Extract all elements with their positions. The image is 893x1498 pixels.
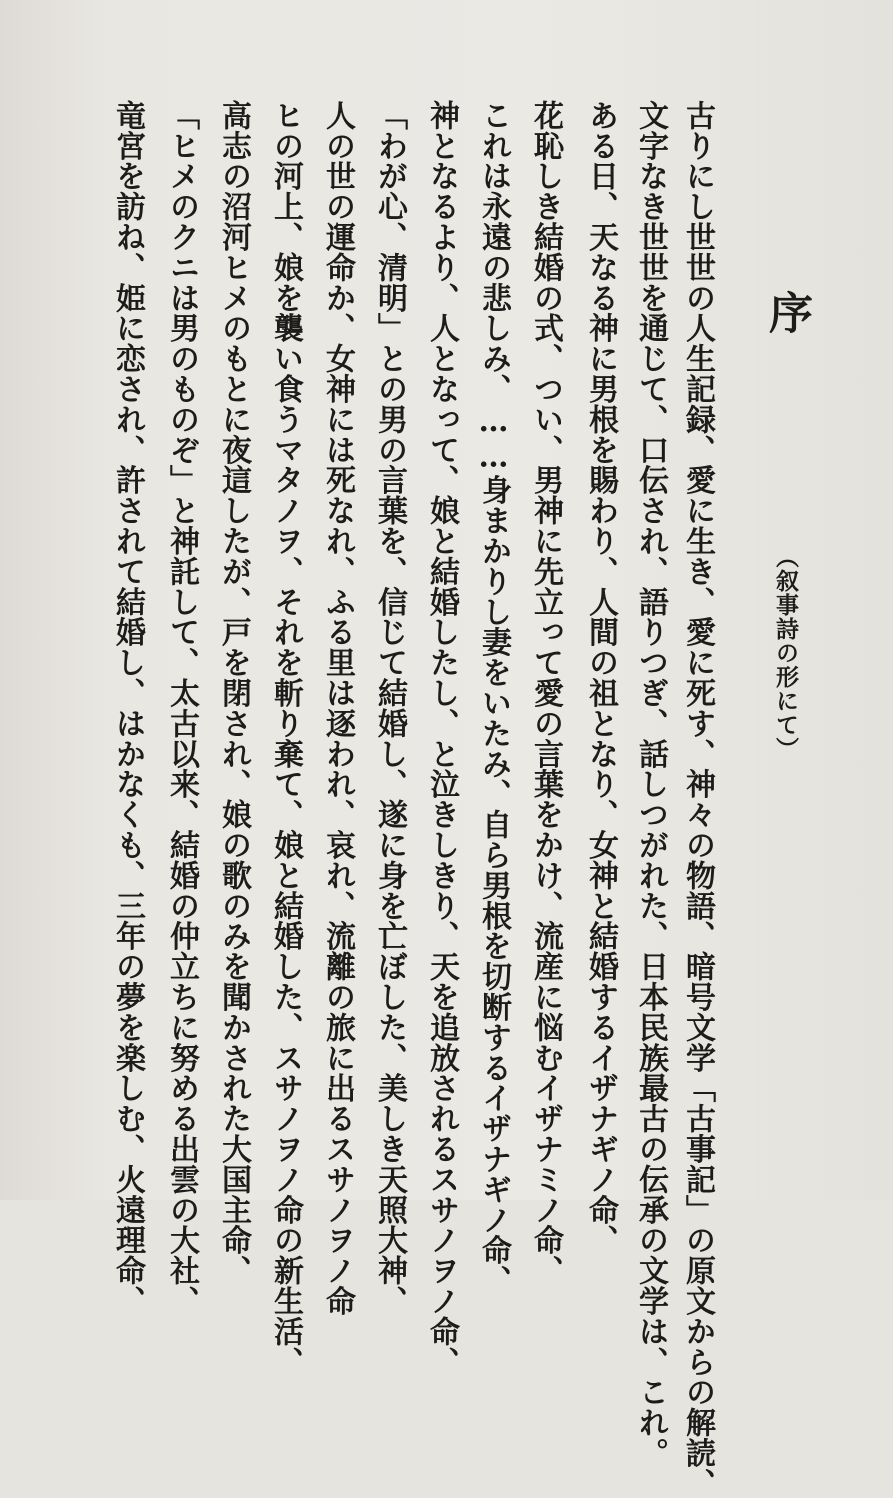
text-line-7: 「わが心、清明」との男の言葉を、信じて結婚し、遂に身を亡ぼした、美しき天照大神、 — [372, 100, 407, 1316]
text-line-9: ヒの河上、娘を襲い食うマタノヲ、それを斬り棄て、娘と結婚した、スサノヲノ命の新生活、 — [268, 100, 303, 1377]
text-line-1: 古りにし世世の人生記録、愛に生き、愛に死す、神々の物語、暗号文学「古事記」の原文からの解読、 — [680, 100, 715, 1498]
text-line-10: 高志の沼河ヒメのもとに夜這したが、戸を閉され、娘の歌のみを聞かされた大国主命、 — [216, 100, 251, 1286]
text-line-11: 「ヒメのクニは男のものぞ」と神託して、太古以来、結婚の仲立ちに努める出雲の大社、 — [164, 100, 199, 1316]
text-line-6: 神となるより、人となって、娘と結婚したし、と泣きしきり、天を追放されるスサノヲノ命、 — [424, 100, 459, 1377]
text-line-3: ある日、天なる神に男根を賜わり、人間の祖となり、女神と結婚するイザナギノ命、 — [583, 100, 618, 1256]
text-line-8: 人の世の運命か、女神には死なれ、ふる里は逐われ、哀れ、流離の旅に出るスサノヲノ命 — [320, 100, 355, 1316]
page-subtitle: （叙事詩の形にて） — [772, 545, 799, 761]
text-line-12: 竜宮を訪ね、姫に恋され、許されて結婚し、はかなくも、三年の夢を楽しむ、火遠理命、 — [110, 100, 145, 1316]
text-line-5: これは永遠の悲しみ、……身まかりし妻をいたみ、自ら男根を切断するイザナギノ命、 — [476, 100, 511, 1296]
text-line-4: 花恥しき結婚の式、つい、男神に先立って愛の言葉をかけ、流産に悩むイザナミノ命、 — [528, 100, 563, 1286]
page-title: 序 — [761, 290, 812, 334]
text-line-2: 文字なき世世を通じて、口伝され、語りつぎ、話しつがれた、日本民族最古の伝承の文学は、これ。 — [633, 100, 668, 1468]
